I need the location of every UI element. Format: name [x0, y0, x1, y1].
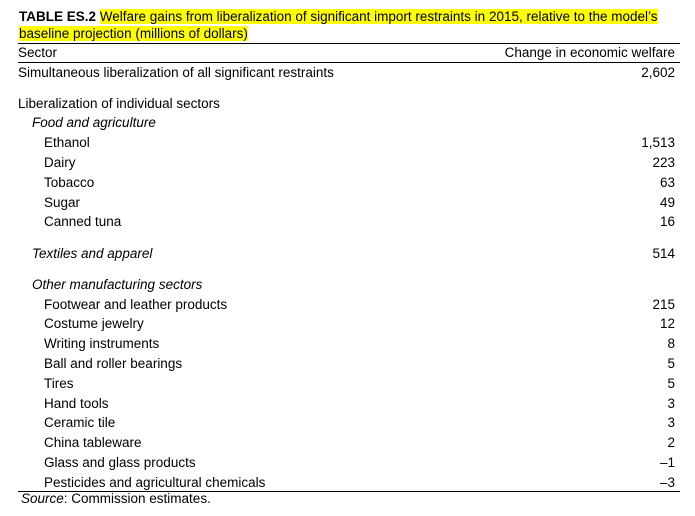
- table-row: [18, 213, 675, 231]
- table-row: [18, 315, 675, 333]
- row-value: 215: [652, 297, 675, 312]
- row-sector: Tires: [44, 376, 74, 391]
- row-sector: Liberalization of individual sectors: [18, 96, 220, 111]
- table-row: [18, 114, 675, 132]
- table-row: [18, 276, 675, 294]
- table-row: [18, 454, 675, 472]
- row-value: 16: [659, 214, 675, 229]
- row-value: 3: [667, 415, 675, 430]
- row-sector: Tobacco: [44, 175, 95, 190]
- header-sector: Sector: [18, 45, 58, 60]
- table-row: [18, 95, 675, 113]
- table-row: [18, 395, 675, 413]
- row-value: 5: [667, 376, 675, 391]
- table-row: [18, 64, 675, 82]
- row-value: 3: [667, 396, 675, 411]
- row-sector: Dairy: [44, 155, 76, 170]
- table-row: [18, 194, 675, 212]
- row-value: 8: [667, 336, 675, 351]
- row-value: –3: [659, 475, 675, 490]
- row-sector: Ethanol: [44, 135, 90, 150]
- row-value: –1: [659, 455, 675, 470]
- row-sector: Food and agriculture: [32, 115, 156, 130]
- table-row: [18, 134, 675, 152]
- row-sector: Sugar: [44, 195, 81, 210]
- row-value: 2: [667, 435, 675, 450]
- table-row: [18, 434, 675, 452]
- row-sector: Pesticides and agricultural chemicals: [44, 475, 266, 490]
- row-value: 49: [659, 195, 675, 210]
- source-label: Source: [21, 491, 64, 506]
- row-sector: China tableware: [44, 435, 142, 450]
- row-sector: Canned tuna: [44, 214, 122, 229]
- row-sector: Writing instruments: [44, 336, 160, 351]
- row-sector: Other manufacturing sectors: [32, 277, 203, 292]
- row-sector: Costume jewelry: [44, 316, 144, 331]
- row-sector: Glass and glass products: [44, 455, 196, 470]
- row-value: 5: [667, 356, 675, 371]
- table-row: [18, 335, 675, 353]
- row-value: 223: [652, 155, 675, 170]
- row-sector: Simultaneous liberalization of all significant restraints: [18, 65, 334, 80]
- row-value: 1,513: [641, 135, 675, 150]
- row-sector: Hand tools: [44, 396, 109, 411]
- table-row: [18, 154, 675, 172]
- row-sector: Ceramic tile: [44, 415, 116, 430]
- table-caption: [19, 8, 659, 42]
- row-sector: Footwear and leather products: [44, 297, 228, 312]
- table-row: [18, 174, 675, 192]
- table-label: TABLE ES.2: [19, 9, 97, 24]
- table-row: [18, 245, 675, 263]
- row-sector: Ball and roller bearings: [44, 356, 183, 371]
- table-title: Welfare gains from liberalization of significant import restraints in 2015, relative to the model’s baseline projection (millions of dollars): [19, 9, 658, 41]
- table-header-row: [18, 44, 675, 62]
- table-row: [18, 414, 675, 432]
- row-value: 12: [659, 316, 675, 331]
- row-value: 514: [652, 246, 675, 261]
- header-value: Change in economic welfare: [504, 45, 675, 60]
- source-text: : Commission estimates.: [63, 491, 211, 506]
- table-row: [18, 375, 675, 393]
- row-sector: Textiles and apparel: [32, 246, 153, 261]
- table-row: [18, 296, 675, 314]
- header-rule: [18, 62, 680, 63]
- row-value: 63: [659, 175, 675, 190]
- source-note: [21, 490, 211, 508]
- table-row: [18, 355, 675, 373]
- row-value: 2,602: [641, 65, 675, 80]
